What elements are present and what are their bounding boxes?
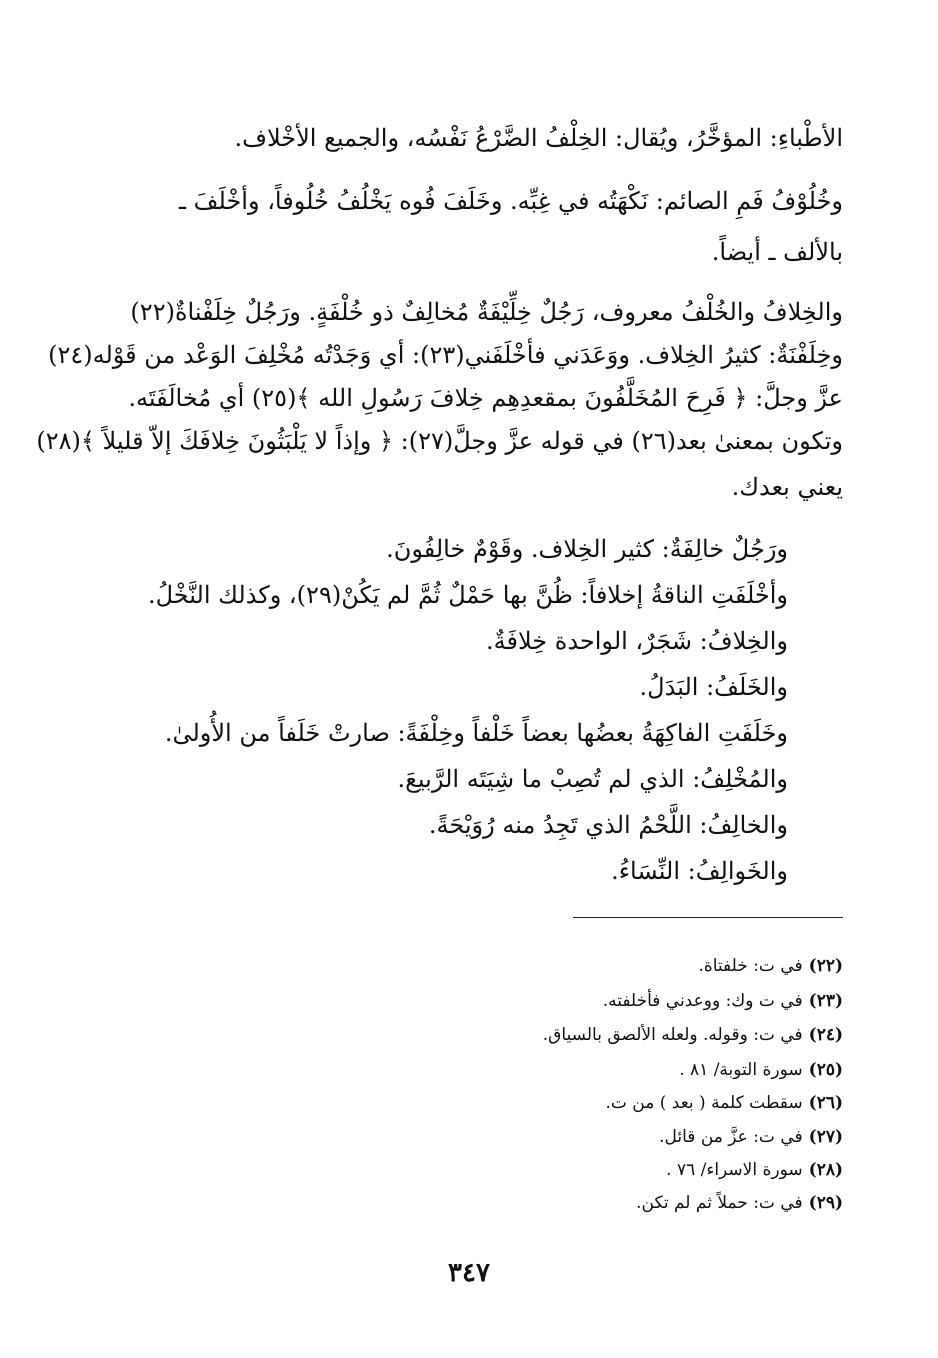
paragraph-2-line-1: وخُلُوْفُ فَمِ الصائم: نَكْهَتُه في غِبِّه. وخَلَفَ فُوه يَخْلُفُ خُلُوفاً، وأخْلَفَ ـ [179, 187, 843, 215]
footnote-27 [659, 1123, 843, 1151]
entry-line-5: وخَلَفَتِ الفاكِهَةُ بعضُها بعضاً خَلْفاً وخِلْفَةً: صارتْ خَلَفاً من الأُولىٰ. [164, 719, 788, 747]
footnote-number: (٢٩) [808, 1193, 843, 1213]
body-line-1: الأطْباءِ: المؤخَّرُ، ويُقال: الخِلْفُ الضَّرْعُ نَفْسُه، والجميع الأخْلاف. [234, 124, 843, 152]
paragraph-3-line-3: عزَّ وجلَّ: ﴿ فَرِحَ المُخَلَّفُونَ بمقعدِهِم خِلافَ رَسُولِ الله ﴾(٢٥) أي مُخالَفَتَه. [128, 384, 843, 412]
paragraph-3-line-5: يعني بعدك. [731, 473, 843, 501]
footnote-number: (٢٥) [808, 1060, 843, 1080]
paragraph-3-line-1: والخِلافُ والخُلْفُ معروف، رَجُلٌ خِلِّيْفَةٌ مُخالِفٌ ذو خُلْفَةٍ. ورَجُلٌ خِلَفْناةٌ(٢٢) [130, 298, 843, 326]
footnote-separator [573, 917, 843, 918]
footnote-23 [603, 987, 843, 1015]
footnote-text: في ت: حملاً ثم لم تكن. [636, 1193, 803, 1213]
footnote-number: (٢٢) [808, 956, 843, 976]
footnote-text: في ت: وقوله. ولعله الألصق بالسياق. [542, 1025, 803, 1045]
footnote-24 [543, 1021, 843, 1049]
footnote-25 [679, 1056, 843, 1084]
entry-line-4: والخَلَفُ: البَدَلُ. [639, 673, 788, 701]
footnote-text: سقطت كلمة ( بعد ) من ت. [605, 1093, 803, 1113]
footnote-number: (٢٦) [808, 1093, 843, 1113]
footnote-text: سورة التوبة/ ٨١ . [679, 1060, 803, 1080]
footnote-text: في ت وك: ووعدني فأخلفته. [602, 991, 803, 1011]
entry-line-3: والخِلافُ: شَجَرٌ، الواحدة خِلافَةٌ. [485, 627, 788, 655]
footnote-number: (٢٤) [808, 1025, 843, 1045]
page-number: ٣٤٧ [448, 1258, 490, 1288]
entry-line-8: والخَوالِفُ: النِّسَاءُ. [611, 857, 788, 885]
paragraph-2-line-2: بالألف ـ أيضاً. [711, 238, 843, 266]
footnote-text: في ت: عزَّ من قائل. [659, 1127, 803, 1147]
footnote-29 [636, 1189, 843, 1217]
entry-line-1: ورَجُلٌ خالِفَةٌ: كثير الخِلاف. وقَوْمٌ خالِفُونَ. [386, 535, 788, 563]
paragraph-3-line-4: وتكون بمعنىٰ بعد(٢٦) في قوله عزَّ وجلَّ(٢٧): ﴿ وإذاً لا يَلْبَثُونَ خِلافَكَ إلاّ قليلاً ﴾(٢٨) [36, 427, 843, 455]
footnote-number: (٢٣) [808, 991, 843, 1011]
footnote-text: سورة الاسراء/ ٧٦ . [666, 1160, 803, 1180]
footnote-26 [605, 1089, 843, 1117]
entry-line-7: والخالِفُ: اللَّحْمُ الذي تَجِدُ منه رُوَيْحَةً. [428, 811, 788, 839]
footnote-number: (٢٧) [808, 1127, 843, 1147]
footnote-22 [698, 952, 843, 980]
footnote-28 [666, 1156, 843, 1184]
footnote-text: في ت: خلفتاة. [698, 956, 803, 976]
entry-line-6: والمُخْلِفُ: الذي لم تُصِبْ ما شِيَتَه الرَّبيعَ. [397, 765, 788, 793]
entry-line-2: وأخْلَفَتِ الناقةُ إخلافاً: ظُنَّ بها حَمْلٌ ثُمَّ لم يَكُنْ(٢٩)، وكذلك النَّخْلُ. [148, 581, 788, 609]
footnote-number: (٢٨) [808, 1160, 843, 1180]
paragraph-3-line-2: وخِلَفْنَةٌ: كثيرُ الخِلاف. ووَعَدَني فأخْلَفَني(٢٣): أي وَجَدْتُه مُخْلِفَ الوَعْد من قَوْله(٢٤) [48, 341, 843, 369]
